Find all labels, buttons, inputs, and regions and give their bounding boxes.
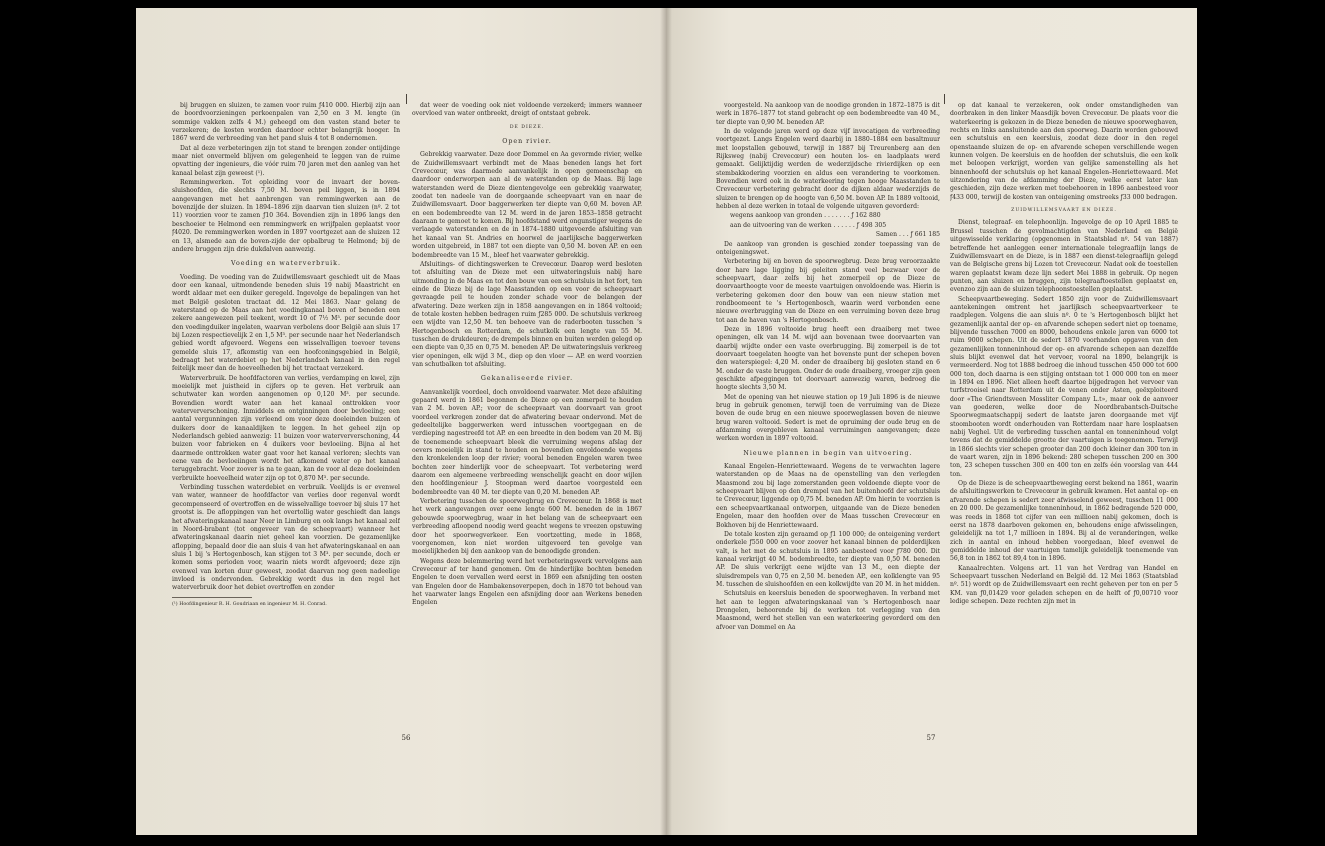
- paragraph: Met de opening van het nieuwe station op 19 Juli 1896 is de nieuwe brug in gebruik genomen, terwijl toen de verruiming van de Dieze boven de oude brug en een nieuwe spoorweglassen boven de nieuwe brug waren voltooid. Sedert is met de opruiming der oude brug en de afdamming overgebleven kanaal verruimingen aangevangen; deze werken worden in 1897 voltooid.: [716, 393, 940, 443]
- paragraph: Schutsluis en keersluis beneden de spoorweghaven. In verband met het aan te leggen afwateringskanaal van 's Hertogenbosch naar Drongelen, behoorende bij de werken tot verlegging van den Maasmond, werd het stellen van een waterkeering gevorderd om den afvoer van Dommel en Aa: [716, 590, 940, 631]
- page-number: 57: [926, 734, 936, 742]
- cost-total: Samen . . . ƒ 661 185: [875, 231, 940, 239]
- paragraph: bij bruggen en sluizen, te zamen voor ruim ƒ410 000. Hierbij zijn aan de boordvoorzieningen perkoenpalen van 2,50 en 3 M. lengte (in sommige vakken zelfs 4 M.) geheegd om den vasten stand beter te verzekeren; de kosten worden daardoor echter belangrijk hooger. In 1867 werd de verbreeding van het pand sluis 4 tot 8 ondernomen.: [172, 102, 400, 143]
- book-spread: [136, 8, 1197, 835]
- paragraph: Dat al deze verbeteringen zijn tot stand te brengen zonder ontijdinge maar niet onvermeld blijven om gelegenheid te leggen van de ruime opvatting der ingenieurs, die vóór ruim 70 jaren met den aanleg van het kanaal belast zijn geweest (¹).: [172, 144, 400, 177]
- section-heading: Voeding en waterverbruik.: [230, 260, 342, 268]
- paragraph: Waterverbruik. De hoofdfactoren van verlies, verdamping en kwel, zijn moeielijk met juistheid in cijfers op te geven. Het verbruik aan schutwater kan worden aangenomen op 0,120 M³. per secunde. Bovendien wordt water aan het kanaal onttrokken voor waterververschoning. Inmiddels en ontginningen door bevloeiing; een aantal vergunningen zijn verleend om voor deze doeleinden buizen of duikers door de kanaaldijken te leggen. In het geheel zijn op Nederlandsch gebied aanwezig: 11 buizen voor waterververschoning, 44 buizen voor fabrieken en 4 duikers voor bevloeiing. Bijna al het daarmede onttrokken water gaat voor het kanaal verloren; slechts van eene van de bevloeiingen wordt het afkomend water op het kanaal teruggebracht. Voor zoover is na te gaan, kan de voor al deze doeleinden verbruikte hoeveelheid water zijn op tot 0,870 M³. per secunde.: [172, 374, 400, 482]
- footnote: (¹) Hoofdingenieur R. H. Goudriaan en ingenieur M. H. Conrad.: [172, 601, 327, 607]
- right-page: [666, 8, 1197, 835]
- left-page: [136, 8, 666, 835]
- paragraph: Kanaalrechten. Volgens art. 11 van het Verdrag van Handel en Scheepvaart tusschen Nederland en België dd. 12 Mei 1863 (Staatsblad nº. 51) wordt op de Zuidwillemsvaart een recht geheven per ton en per 5 KM. van ƒ0,01429 voor geladen schepen en de helft of ƒ0,00710 voor ledige schepen. Deze rechten zijn met in: [950, 564, 1178, 605]
- page-number: 56: [401, 734, 411, 742]
- paragraph: Aanvankelijk voordeel, doch onvoldoend vaarwater. Met deze afsluiting gepaard werd in 1861 begonnen de Dieze op een zomerpeil te houden van 2 M. boven AP.; voor de scheepvaart van doorvaart van groot voordeel verkregen zonder dat de afwatering bevaar ondervond. Met de gedeeltelijke baggerwerken werd intusschen voortgegaan en de verdieping nagestreefd tot AP. en een breedte in den bodem van 20 M. Bij de toenemende scheepvaart bleek die verruiming wegens afslag der oevers moeielijk in stand te houden en bovendien onvoldoende wegens den kronkelenden loop der rivier; vooral beneden Engelen waren twee bochten zeer hinderlijk voor de scheepvaart. Tot verbetering werd daarom een algemeene verbreeding wenschelijk geacht en door wijlen den hoofdingenieur J. Stoopman werd daartoe voorgesteld een bodembreedte van 40 M. ter diepte van 0,20 M. beneden AP.: [412, 388, 642, 496]
- paragraph: Op de Dieze is de scheepvaartbeweging eerst bekend na 1861, waarin de afsluitingswerken te Crevecœur in gebruik kwamen. Het aantal op- en afvarende schepen is sedert zeer afwisselend geweest, tusschen 11 000 en 20 000. De gezamenlijke tonneninhoud, in 1862 bedragende 520 000, was reeds in 1868 tot cijfer van een millioen nabij gekomen, doch is eerst na 1878 daarboven gekomen en, behoudens enige afwisselingen, geleidelijk na tot 1,7 millioen in 1894. Bij al de veranderingen, welke zich in aantal en inhoud hebben voorgedaan, bleef evenwel de gemiddelde inhoud der vaartuigen tamelijk geleidelijk toenemende van 56,8 ton in 1862 tot 89,4 ton in 1896.: [950, 480, 1178, 563]
- book-gutter: [660, 8, 672, 835]
- section-heading: Open rivier.: [502, 138, 552, 146]
- paragraph: Wegens deze belemmering werd het verbeteringswerk vervolgens aan Crevecœur af ter hand genomen. Om de hinderlijke bochten beneden Engelen te doen vervallen werd eerst in 1869 een afsnijding ten oosten van Engelen door de Hambakensoverpepen, doch in 1870 tot behoud van het vaarwater langs Engelen een afsnijding door aan Werkens beneden Engelen: [412, 557, 642, 607]
- paragraph: dat weer de voeding ook niet voldoende verzekerd; immers wanneer overvloed van water ontbreekt, dreigt of ontstaat gebrek.: [412, 102, 642, 118]
- cost-line: wegens aankoop van gronden . . . . . . . ƒ 162 880: [730, 212, 881, 220]
- left-page-column-1: [172, 102, 400, 752]
- section-heading: Gekanaliseerde rivier.: [480, 375, 574, 383]
- paragraph: Kanaal Engelen–Henriettewaard. Wegens de te verwachten lagere waterstanden op de Maas na de openstelling van den verlegden Maasmond zou bij lage zomerstanden geen voldoende diepte voor de scheepvaart blijven op den drempel van het buitenhoofd der schutsluis te Crevecœur, liggende op 0,75 M. beneden AP. Om hierin te voorzien is een scheepvaartkanaal ontworpen, uitgaande van de Dieze beneden Engelen, maar den hoofden over de Maas tusschen Crevecœur en Bokhoven bij de Henriettewaard.: [716, 463, 940, 529]
- paragraph: Verbinding tusschen waterdebiet en verbruik. Veelijds is er evenwel van water, wanneer de hoofdfactor van verlies door regenval wordt gecompenseerd of overtroffen en de wisselvallige toevoer bij sluis 17 het grootst is. De afloppingen van het overtollig water geschiedt dan langs het afwateringskanaal naar Neer in Limburg en ook langs het kanaal zelf in Noord-brabant (tot ongeveer van de scheepvaart) wanneer het afwateringskanaal daarin niet geheel kan voorzien. De gezamenlijke aflopping, bepaald door die aan sluis 4 van het afwateringskanaal en aan sluis 1 bij 's Hertogenbosch, kan stijgen tot 3 M³. per secunde, doch er komen soms perioden voor, waarin niets wordt afgevoerd; deze zijn evenwel van korten duur geweest, zoodat daarvan nog geen nadeelige invloed is ondervonden. Gebrekkig wordt dus in den regel het waterverbruik door het debiet overtroffen en zonder: [172, 484, 400, 592]
- left-page-column-2: [412, 102, 642, 752]
- paragraph: Remmingwerken. Tot opleiding voor de invaart der boven-sluishoofden, die slechts 7,50 M. boven peil liggen, is in 1894 aangevangen met het aanbrengen van remmingwerken aan de bovenzijde der sluizen. In 1894–1896 zijn daarvan tien sluizen (nº. 2 tot 11) voorzien voor te zamen ƒ10 364. Bovendien zijn in 1896 langs den beschoeier te Helmond een remmingwerk en wrijfpalen geplaatst voor ƒ4020. De remmingwerken worden in 1897 voortgezet aan de sluizen 12 en 13, alsmede aan de boven-zijde der opbalbrug te Helmond; bij de andere bruggen zijn drie dukdalven aanwezig.: [172, 179, 400, 253]
- paragraph: Dienst, telegraaf- en telephoonlijn. Ingevolge de op 10 April 1885 te Brussel tusschen de gevolmachtigden van Nederland en België uitgewisselde verklaring (opgenomen in Staatsblad nº. 54 van 1887) betreffende het aanleggen eener internationale telegraaflijn langs de Zuidwillemsvaart en de Dieze, is in 1887 een dienst-telegraaflijn gelegd van de Belgische grens bij Lozen tot Crevecœur. Nadat ook de toestellen waren geplaatst kwam deze lijn sedert Mei 1888 in gebruik. Op negen punten, aan sluizen en bruggen, zijn telegraaftoestellen geplaatst en, evenzoo zijn aan de sluizen telephoonstoestellen geplaatst.: [950, 219, 1178, 294]
- paragraph: Verbetering bij en boven de spoorwegbrug. Deze brug veroorzaakte door hare lage ligging bij geleiten stand veel bezwaar voor de scheepvaart, daar zelfs bij het zomerpeil op de Dieze de doorvaarthoogte voor de meeste vaartuigen onvoldoende was. Hierin is verbetering gekomen door den bouw van een nieuw station met rondboomeent te 's Hertogenbosch, waarin werd verbonden eene nieuwe overbrugging van de Dieze en een verruiming boven deze brug tot aan de haven van 's Hertogenbosch.: [716, 258, 940, 324]
- paragraph: voorgesteld. Na aankoop van de noodige gronden in 1872–1875 is dit werk in 1876–1877 tot stand gebracht op een bodembreedte van 40 M., ter diepte van 0,90 M. beneden AP.: [716, 102, 940, 126]
- column-divider-mark: [406, 94, 407, 104]
- chapter-heading: DE DIEZE.: [509, 124, 545, 130]
- paragraph: op dat kanaal te verzekeren, ook onder omstandigheden van doorbraken in den linker Maasdijk boven Crevecœur. De plaats voor die waterkeering is gekozen in de Dieze beneden de nieuwe spoorweghaven, rechts en links aansluitende aan den spoorweg. Daarin worden gebouwd een schutsluis en een keersluis, zoodat deze door in den regel openstaande sluizen de op- en afvarende schepen verschillende wegen kunnen volgen. De keersluis en de hoofden der schutsluis, die een kolk met beloopen verkrijgt, worden van gelijke samenstelling als het binnenhoofd der schutsluis op het kanaal Engelen–Henriettewaard. Met uitzondering van de afdamming der Dieze, welke eerst later kan geschieden, zijn deze werken met toebehooren in 1896 aanbesteed voor ƒ433 000, terwijl de kosten van onteigening omstreeks ƒ33 000 bedragen.: [950, 102, 1178, 201]
- paragraph: Scheepvaartbeweging. Sedert 1850 zijn voor de Zuidwillemsvaart aantekeningen omtrent het jaarlijksch scheepvaartverkeer te raadplegen. Volgens die aan sluis nº. 0 te 's Hertogenbosch blijkt het gezamenlijk aantal der op- en afvarende schepen sedert niet op toename, blijvende tusschen 7000 en 8000, behoudens enkele jaren van 6000 tot ruim 9000 schepen. Uit de sedert 1870 voorhanden opgaven van den gezamenlijken tonneninhoud der op- en afvarende schepen aan dezelfde sluis blijkt evenwel dat het vervoer, vooral na 1890, belangrijk is vermeerderd. Nog tot 1888 bedroeg die inhoud tusschen 450 000 tot 600 000 ton, doch daarna is een stijging ontstaan tot 1 000 000 ton en meer in 1894 en 1896. Niet alleen heeft daartoe bijgedragen het vervoer van turfstrooisel naar Rotterdam uit de venen onder Asten, geëxploiteerd door «The Griendtsveen Mossliter Company L.t», maar ook de aanvoer van goederen, welke door de Noordbrabantsch-Duitsche Spoorwegmaatschappij sedert de laatste jaren doorgaande met vijf stoombooten wordt onderhouden van Rotterdam naar hare losplaatsen nabij Veghel. Uit de verbreding tusschen aantal en tonneninhoud volgt tevens dat de gemiddelde grootte der vaartuigen is toegenomen. Terwijl in 1866 slechts vier schepen grooter dan 200 doch kleiner dan 300 ton in de vaart waren, zijn in 1896 bekend: 280 schepen tusschen 200 en 300 ton, 23 schepen tusschen 300 en 400 ton en zelfs één voorslag van 444 ton.: [950, 295, 1178, 478]
- paragraph: Voeding. De voeding van de Zuidwillemsvaart geschiedt uit de Maas door een kanaal, uitmondende beneden sluis 19 nabij Maastricht en wordt aldaar met een duiker geregeld. Ingevolge de bepalingen van het met België gesloten tractaat dd. 12 Mei 1863. Naar gelang de waterstand op de Maas aan het voedingkanaal boven of beneden een zekere aangewezen peil teekent, wordt 10 of 7½ M³. per secunde door den voedingduiker ingelaten, waarvan verbolens door België aan sluis 17 bij Lozen respectievelijk 2 en 1,5 M³. per secunde naar het Nederlandsch gebied wordt afgevoerd. Wegens een wisselvalligen toevoer tevens gemelde sluis 17, afkomstig van een hoofconingsgebied in België, bedraagt het waterdebiet op het Nederlandsch kanaal in den regel feitelijk meer dan de hoeveelheden bij het tractaat verzekerd.: [172, 273, 400, 373]
- paragraph: In de volgende jaren werd op deze vijf invocatigen de verbreeding voortgezet. Langs Engelen werd daarbij in 1880–1884 een basaltmuur met loopstallen gebouwd, terwijl in 1887 bij Treurenberg aan den Rijksweg (nabij Crevecœur) een houten los- en laadplaats werd gemaakt. Gelijktijdig werden de wederzijdsche rivierdijken op een stembakkodering voorzien en aldus een verandering te voorkomen. Bovendien werd ook in de waterkeering tegen hooge Maasstanden te Crevecœur verbetering gebracht door de dijken aldaar wederzijds de sluizen te brengen op de hoogte van 6,50 M. boven AP. In 1889 voltooid, hebben al deze werken in totaal de volgende uitgaven gevorderd:: [716, 128, 940, 211]
- paragraph: Verbetering tusschen de spoorwegbrug en Crevecœur. In 1868 is met het werk aangevangen over eene lengte 600 M. beneden de in 1867 gebouwde spoorwegbrug, waar in het belang van de scheepvaart een verbreeding afloopend noodig werd geacht wegens te vreezen opstuwing door het spoorwegverkeer. Een voortzetting, mede in 1868, voorgenomen, kon niet worden uitgevoerd ten gevolge van moeielijkheden bij den aankoop van de benoodigde gronden.: [412, 498, 642, 556]
- paragraph: De totale kosten zijn geraamd op ƒ1 100 000; de onteigening verdert onderkele ƒ550 000 en voor zoover het kanaal binnen de polderdijken valt, is het met de schutsluis in 1895 aanbesteed voor ƒ780 000. Dit kanaal verkrijgt 40 M. bodembreedte, ter diepte van 0,50 M. beneden AP. De sluis verkrijgt eene wijdte van 13 M., een diepte der sluisdrempels van 0,75 en 2,50 M. beneden AP., een kolklengte van 95 M. tusschen de sluishoofden en een kolkwijdte van 20 M. in het midden.: [716, 530, 940, 588]
- paragraph: Deze in 1896 voltooide brug heeft een draaiberg met twee openingen, elk van 14 M. wijd aan bovenaan twee doorvaarten van daarbij wijdte onder een vaste overbrugging. Bij zomerpeil is de tot doorvaart toegelaten hoogte van het bovenste punt der schepen boven den waterspiegel: 4,20 M. onder de draaiberg bij gesloten stand en 6 M. onder de vaste bruggen. Onder de oude draaiberg, vroeger zijn geen geschikte afpeggingen tot doorvaart aanwezig waren, bedroeg die hoogte slechts 3,50 M.: [716, 325, 940, 392]
- column-divider-mark: [944, 94, 945, 104]
- paragraph: Afsluitings- of dichtingswerken te Crevecœur. Daarop werd besloten tot afsluiting van de Dieze met een uitwateringsluis nabij hare uitmonding in de Maas en tot den bouw van een schutsluis in het fort, ten einde de Dieze bij de lage Maasstanden op een voor de scheepvaart gevraagde peil te houden zonder schade voor de belangen der afwatering. Deze werken zijn in 1858 aangevangen en in 1864 voltooid; de totale kosten hebben bedragen ruim ƒ285 000. De schutsluis verkreeg een wijdte van 12,50 M. ten behoeve van de raderbooten tusschen 's Hertogenbosch en Rotterdam, de schutkolk een lengte van 55 M. tusschen de drukdeuren; de drempels binnen en buiten werden gelegd op een diepte van 0,35 en 0,75 M. beneden AP. De uitwateringsluis verkreeg vier openingen, elk wijd 3 M., diep op den vloer — AP. en werd voorzien van schutbalken tot afsluiting.: [412, 260, 642, 368]
- right-page-column-2: [950, 102, 1178, 742]
- paragraph: De aankoop van gronden is geschied zonder toepassing van de onteigeningswet.: [716, 240, 940, 256]
- right-page-column-1: [716, 102, 940, 742]
- section-heading: ZUIDWILLEMSVAART EN DIEZE.: [1011, 208, 1117, 214]
- cost-line: aan de uitvoering van de werken . . . . . . ƒ 498 305: [730, 221, 887, 229]
- paragraph: Gebrekkig vaarwater. Deze door Dommel en Aa gevormde rivier, welke de Zuidwillemsvaart verbindt met de Maas beneden langs het fort Crevecœur, was daarmede aanvankelijk in open gemeenschap en daardoor onderworpen aan al de waterstanden op de Maas. Bij lage waterstanden werd de Dieze dientengevolge een gebrekkig vaarwater, zoodat ten nadeele van de doorgaande scheepvaart van en naar de Zuidwillemsvaart. Door baggerwerken ter diepte van 0,60 M. boven AP. en een bodembreedte van 12 M. werd in de jaren 1853–1858 getracht daaraan te gemoet te komen. Bij hoofdstand werd ongunstiger wegens de verlaagde waterstanden en de in 1874–1880 uitgevoerde afsluiting van het kanaal van St. Andries en hoorwel de jaarlijksche baggerwerken worden uitgebreid, in 1887 tot een diepte van 0,50 M. boven AP. en een bodembreedte van 15 M., bleef het vaarwater gebrekkig.: [412, 151, 642, 259]
- section-heading: Nieuwe plannen in begin van uitvoering.: [743, 449, 913, 457]
- footnote-rule: [172, 597, 252, 598]
